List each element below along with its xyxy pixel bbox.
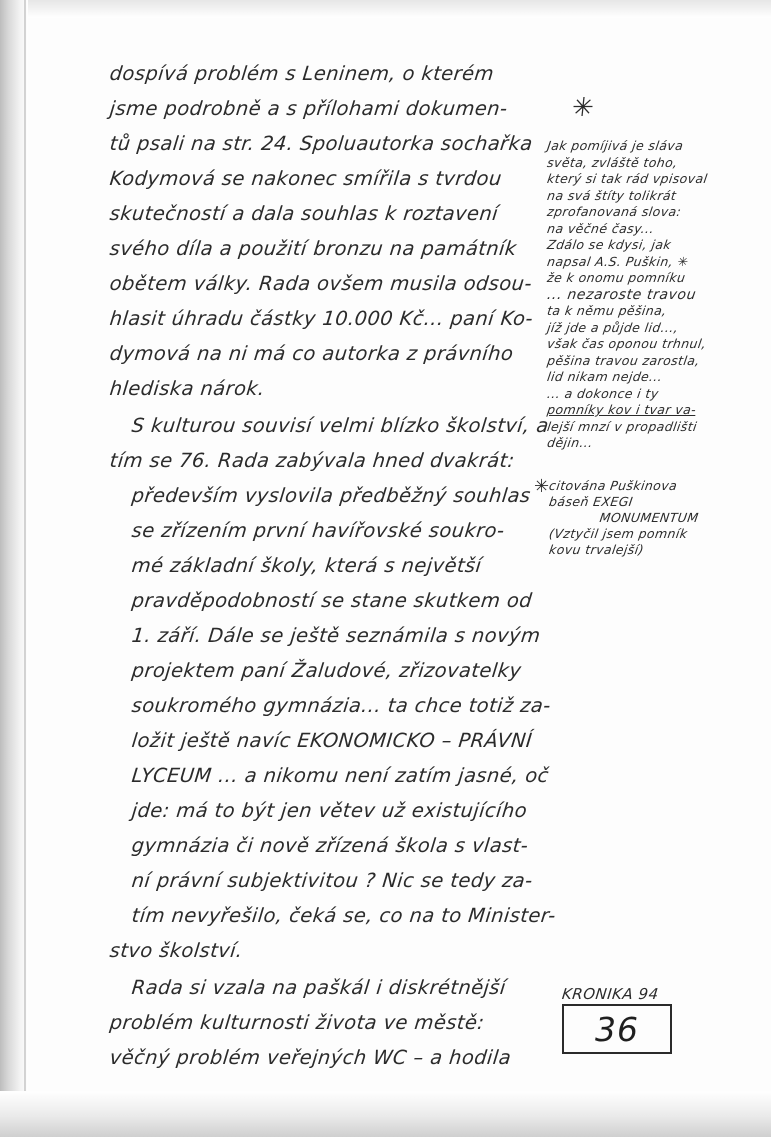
- page-number-stamp: [562, 985, 684, 1054]
- note-line-underlined: pomníky kov i tvar va-: [546, 402, 698, 417]
- note-line: ... a dokonce i ty: [546, 385, 660, 401]
- note-line: lid nikam nejde...: [546, 369, 664, 384]
- text-line: pravděpodobností se stane skutkem od: [130, 589, 534, 612]
- note-line: že k onomu pomníku: [546, 270, 687, 285]
- paragraph-3: [108, 970, 538, 1075]
- text-line: hlediska nárok.: [108, 377, 266, 400]
- footnote-line: (Vztyčil jsem pomník: [548, 526, 689, 541]
- note-line: který si tak rád vpisoval: [546, 171, 709, 186]
- note-line: Jak pomíjivá je sláva: [546, 138, 685, 153]
- note-line: na svá štíty tolikrát: [546, 187, 678, 203]
- text-line: tím nevyřešilo, čeká se, co na to Minister-: [130, 904, 557, 927]
- text-line: tím se 76. Rada zabývala hned dvakrát:: [108, 449, 516, 472]
- text-line: dymová na ni má co autorka z právního: [108, 342, 515, 365]
- footnote-line: MONUMENTUM: [598, 510, 700, 525]
- text-line: LYCEUM ... a nikomu není zatím jasné, oč: [130, 764, 551, 787]
- page-number: 36: [595, 1009, 639, 1049]
- note-line: jíž jde a půjde lid...,: [546, 319, 680, 335]
- text-line: se zřízením první havířovské soukro-: [130, 519, 506, 542]
- text-line: jde: má to být jen větev už existujícího: [130, 799, 529, 822]
- note-line: zprofanovaná slova:: [546, 204, 683, 219]
- text-line: Kodymová se nakonec smířila s tvrdou: [108, 167, 503, 190]
- scan-edge-bottom: [0, 1091, 771, 1137]
- text-line: ní právní subjektivitou ? Nic se tedy za-: [130, 869, 534, 892]
- note-line: světa, zvláště toho,: [546, 154, 679, 170]
- text-line: obětem války. Rada ovšem musila odsou-: [108, 272, 534, 295]
- text-line: jsme podrobně a s přílohami dokumen-: [108, 97, 509, 120]
- text-line: svého díla a použití bronzu na památník: [108, 237, 518, 260]
- text-line: mé základní školy, která s největší: [130, 554, 483, 577]
- margin-note: [546, 93, 746, 452]
- scan-edge-top: [0, 0, 771, 18]
- text-line: gymnázia či nově zřízená škola s vlast-: [130, 834, 530, 857]
- paragraph-2: [108, 408, 557, 968]
- text-line: především vyslovila předběžný souhlas: [130, 484, 532, 507]
- text-line: problém kulturnosti života ve městě:: [108, 1011, 486, 1034]
- note-line: dějin...: [546, 435, 594, 450]
- footnote-line: báseň EXEGI: [548, 494, 635, 509]
- note-line: však čas oponou trhnul,: [546, 336, 708, 351]
- footnote-line: citována Puškinova: [548, 478, 679, 493]
- margin-footnote: [534, 476, 748, 558]
- text-line: tů psali na str. 24. Spoluautorka sochařka: [108, 132, 534, 155]
- stamp-box: [562, 1004, 672, 1054]
- text-line: soukromého gymnázia... ta chce totiž za-: [130, 694, 552, 717]
- text-line: projektem paní Žaludové, zřizovatelky: [130, 659, 523, 682]
- note-line: ... nezaroste travou: [546, 286, 698, 303]
- text-line: hlasit úhradu částky 10.000 Kč... paní Ko-: [108, 307, 535, 330]
- asterisk-icon: ✳: [534, 476, 550, 497]
- note-line: pěšina travou zarostla,: [546, 352, 701, 368]
- stamp-caption: KRONIKA 94: [561, 985, 660, 1003]
- book-gutter-line: [24, 0, 26, 1100]
- text-line: Rada si vzala na paškál i diskrétnější: [130, 976, 508, 999]
- note-line: napsal A.S. Puškin, ✳: [546, 253, 690, 269]
- text-line: 1. září. Dále se ještě seznámila s novým: [130, 624, 542, 647]
- text-line: dospívá problém s Leninem, o kterém: [108, 62, 496, 85]
- note-line: Zdálo se kdysi, jak: [546, 237, 673, 252]
- text-line: S kulturou souvisí velmi blízko školství, a: [130, 414, 550, 437]
- asterisk-icon: ✳: [570, 93, 596, 123]
- text-line: skutečností a dala souhlas k roztavení: [108, 202, 500, 225]
- note-line: lejší mnzí v propadlišti: [546, 418, 699, 434]
- main-handwritten-text: [108, 56, 557, 1077]
- text-line: ložit ještě navíc EKONOMICKO – PRÁVNÍ: [130, 729, 534, 752]
- text-line: stvo školství.: [108, 939, 244, 962]
- note-line: na věčné časy...: [546, 220, 656, 236]
- text-line: věčný problém veřejných WC – a hodila: [108, 1046, 513, 1069]
- footnote-line: kovu trvalejší): [548, 542, 646, 557]
- paragraph-1: [108, 56, 538, 406]
- note-line: ta k němu pěšina,: [546, 303, 668, 318]
